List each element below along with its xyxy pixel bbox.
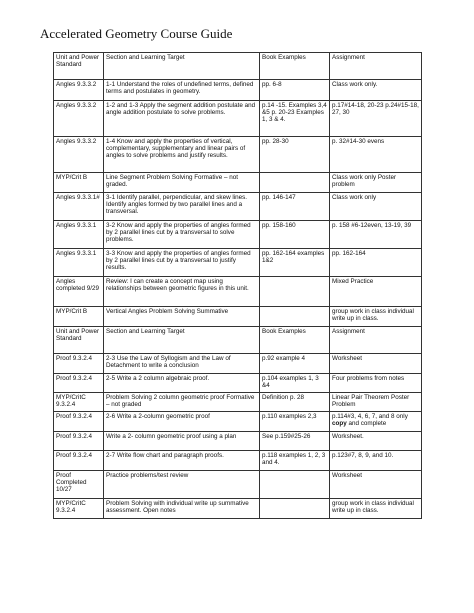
cell-section: 2-5 Write a 2 column algebraic proof. <box>104 374 260 393</box>
cell-assignment: Class work only. <box>330 80 422 101</box>
cell-assignment: pp. 162-164 <box>330 249 422 277</box>
header-section: Section and Learning Target <box>104 327 260 354</box>
cell-book: pp. 28-30 <box>260 137 330 173</box>
cell-section: Problem Solving 2 column geometric proof Formative – not graded <box>104 393 260 412</box>
table-row <box>54 249 422 277</box>
cell-book: See p.159#25-26 <box>260 432 330 451</box>
cell-book <box>260 471 330 499</box>
cell-section: 1-1 Understand the roles of undefined terms, defined terms and postulates in geometry. <box>104 80 260 101</box>
cell-assignment: Worksheet <box>330 471 422 499</box>
cell-assignment: Mixed Practice <box>330 277 422 307</box>
cell-assignment: p.17#14-18, 20-23 p.24#15-18, 27, 30 <box>330 101 422 137</box>
cell-unit: Proof Completed 10/27 <box>54 471 104 499</box>
cell-unit: Angles 9.3.3.2 <box>54 80 104 101</box>
header-unit: Unit and Power Standard <box>54 327 104 354</box>
cell-assignment: Four problems from notes <box>330 374 422 393</box>
cell-assignment: Worksheet <box>330 354 422 374</box>
cell-book: pp. 158-160 <box>260 221 330 249</box>
cell-unit: MYP/Crit B <box>54 173 104 193</box>
cell-assignment: p. 32#14-30 evens <box>330 137 422 173</box>
table-row <box>54 471 422 499</box>
cell-book: p.110 examples 2,3 <box>260 412 330 432</box>
cell-assignment <box>330 412 422 432</box>
table-row <box>54 173 422 193</box>
cell-assignment: Class work only Poster problem <box>330 173 422 193</box>
cell-section: 2-7 Write flow chart and paragraph proofs. <box>104 451 260 471</box>
cell-unit: MYP/CritC 9.3.2.4 <box>54 499 104 519</box>
cell-section: 3-1 Identify parallel, perpendicular, and skew lines. Identify angles formed by two parallel lines and a transversal. <box>104 193 260 221</box>
table-row <box>54 101 422 137</box>
cell-section: 3-2 Know and apply the properties of angles formed by 2 parallel lines cut by a transversal to solve problems. <box>104 221 260 249</box>
table-row <box>54 374 422 393</box>
cell-assignment: group work in class individual write up in class. <box>330 499 422 519</box>
cell-book: Definition p. 28 <box>260 393 330 412</box>
cell-book: p.92 example 4 <box>260 354 330 374</box>
cell-assignment: group work in class individual write up in class. <box>330 307 422 327</box>
cell-assignment: p.123#7, 8, 9, and 10. <box>330 451 422 471</box>
cell-unit: Proof 9.3.2.4 <box>54 451 104 471</box>
cell-assignment: p. 158 #6-12even, 13-19, 39 <box>330 221 422 249</box>
header-book: Book Examples <box>260 327 330 354</box>
cell-section: Practice problems/test review <box>104 471 260 499</box>
cell-unit: Proof 9.3.2.4 <box>54 432 104 451</box>
cell-assignment: Worksheet. <box>330 432 422 451</box>
header-assignment: Assignment <box>330 53 422 80</box>
table-row <box>54 393 422 412</box>
header-section: Section and Learning Target <box>104 53 260 80</box>
cell-book <box>260 173 330 193</box>
cell-book: p.104 examples 1, 3 &4 <box>260 374 330 393</box>
cell-assignment: Linear Pair Theorem Poster Problem <box>330 393 422 412</box>
cell-unit: Angles completed 9/29 <box>54 277 104 307</box>
table-row <box>54 193 422 221</box>
cell-book: pp. 146-147 <box>260 193 330 221</box>
header-assignment: Assignment <box>330 327 422 354</box>
cell-unit: Angles 9.3.3.1# <box>54 193 104 221</box>
cell-section: Line Segment Problem Solving Formative – not graded. <box>104 173 260 193</box>
cell-book <box>260 277 330 307</box>
cell-section: 2-3 Use the Law of Syllogism and the Law of Detachment to write a conclusion <box>104 354 260 374</box>
header-book: Book Examples <box>260 53 330 80</box>
cell-section: Write a 2- column geometric proof using a plan <box>104 432 260 451</box>
cell-section: Vertical Angles Problem Solving Summative <box>104 307 260 327</box>
table-row <box>54 307 422 327</box>
cell-section: 1-2 and 1-3 Apply the segment addition postulate and angle addition postulate to solve problems. <box>104 101 260 137</box>
cell-assignment: Class work only <box>330 193 422 221</box>
cell-unit: MYP/CritC 9.3.2.4 <box>54 393 104 412</box>
cell-section: 2-6 Write a 2-column geometric proof <box>104 412 260 432</box>
cell-unit: Proof 9.3.2.4 <box>54 412 104 432</box>
cell-unit: Angles 9.3.3.2 <box>54 137 104 173</box>
cell-book: p.118 examples 1, 2, 3 and 4. <box>260 451 330 471</box>
cell-section: 3-3 Know and apply the properties of angles formed by 2 parallel lines cut by a transversal to justify results. <box>104 249 260 277</box>
cell-unit: Proof 9.3.2.4 <box>54 354 104 374</box>
table-row <box>54 499 422 519</box>
table-row <box>54 451 422 471</box>
table-row <box>54 432 422 451</box>
cell-section: Problem Solving with individual write up summative assessment. Open notes <box>104 499 260 519</box>
assignment-text: p.114#3, 4, 6, 7, and 8 only <box>332 413 408 420</box>
cell-unit: Proof 9.3.2.4 <box>54 374 104 393</box>
table-header-row <box>54 327 422 354</box>
table-row <box>54 80 422 101</box>
table-row <box>54 412 422 432</box>
table-row <box>54 277 422 307</box>
cell-unit: Angles 9.3.3.1 <box>54 221 104 249</box>
cell-book: pp. 162-164 examples 1&2 <box>260 249 330 277</box>
cell-unit: Angles 9.3.3.2 <box>54 101 104 137</box>
cell-book <box>260 307 330 327</box>
table-header-row <box>54 53 422 80</box>
cell-book: pp. 6-8 <box>260 80 330 101</box>
assignment-text-end: and complete <box>346 420 387 428</box>
cell-unit: MYP/Crit B <box>54 307 104 327</box>
cell-book: p.14 -15. Examples 3,4 &5 p. 20-23 Examples 1, 3 & 4. <box>260 101 330 137</box>
cell-section: 1-4 Know and apply the properties of vertical, complementary, supplementary and linear pairs of angles to solve problems and justify results. <box>104 137 260 173</box>
table-row <box>54 221 422 249</box>
table-row <box>54 137 422 173</box>
page-title: Accelerated Geometry Course Guide <box>40 26 233 41</box>
course-guide-table <box>53 52 422 519</box>
header-unit: Unit and Power Standard <box>54 53 104 80</box>
table-row <box>54 354 422 374</box>
cell-unit: Angles 9.3.3.1 <box>54 249 104 277</box>
cell-book <box>260 499 330 519</box>
copy-emphasis: copy <box>332 420 347 428</box>
cell-section: Review: I can create a concept map using relationships between geometric figures in this unit. <box>104 277 260 307</box>
